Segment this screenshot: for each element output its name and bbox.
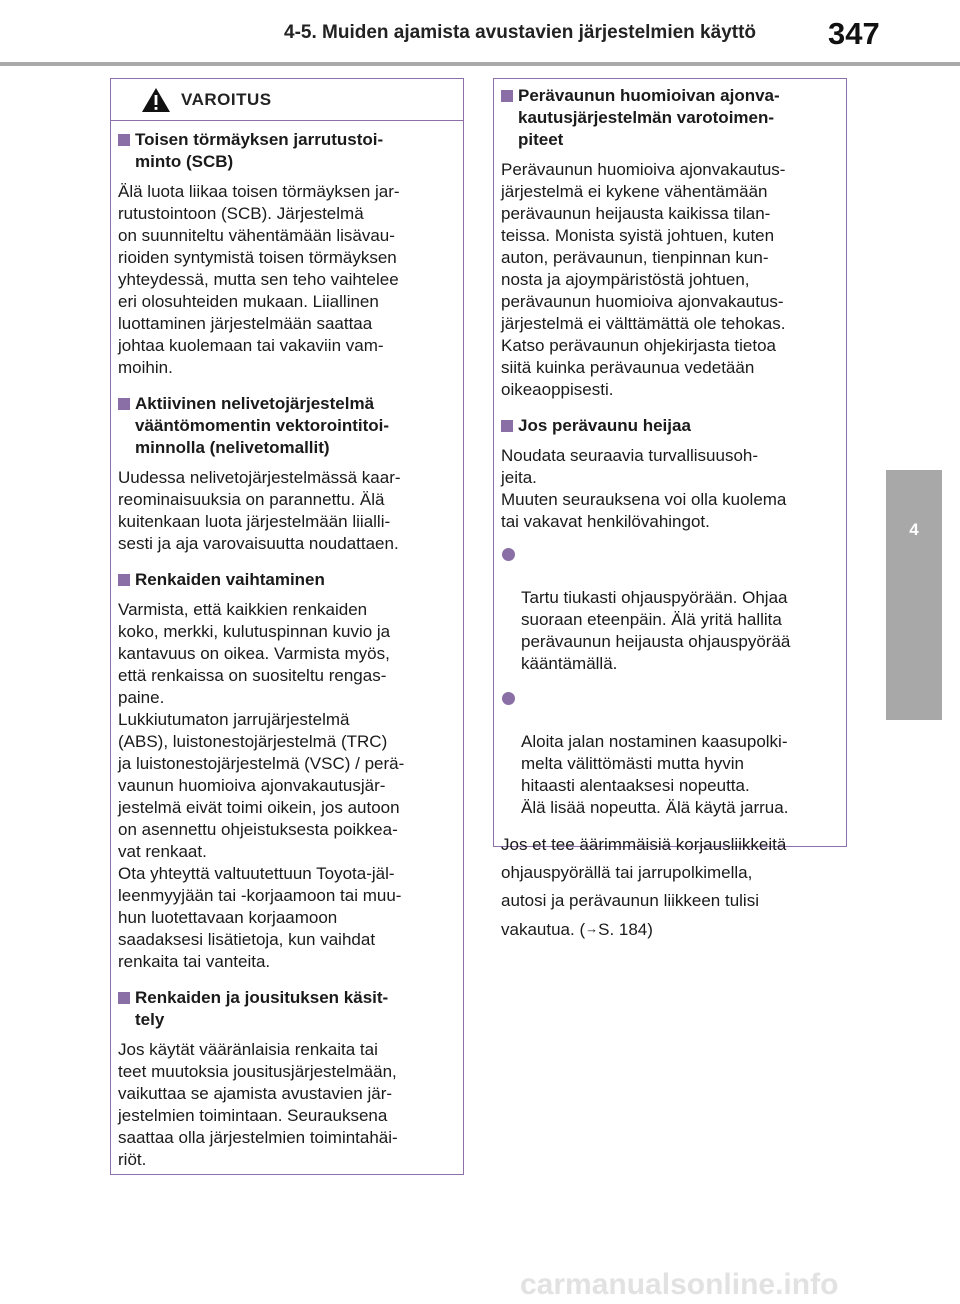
subheading-scb [118,129,451,173]
subheading-text: Aktiivinen nelivetojärjestelmä vääntömomentin vektorointitoi- minnolla (nelivetomallit) [135,394,390,457]
watermark: carmanualsonline.info [520,1268,839,1301]
square-bullet-icon [118,134,130,146]
bullet-text: Aloita jalan nostaminen kaasupolki- melta välittömästi mutta hyvin hitaasti alentaaksesi nopeutta. Älä lisää nopeutta. Älä käytä jarrua. [521,732,789,817]
round-bullet-icon [502,548,515,561]
subheading-trailer-precautions [501,85,834,151]
square-bullet-icon [118,992,130,1004]
paragraph-awd: Uudessa nelivetojärjestelmässä kaar- reominaisuuksia on parannettu. Älä kuitenkaan luota järjestelmään liialli- sesti ja aja varovaisuutta noudattaen. [118,468,401,553]
square-bullet-icon [501,420,513,432]
page-reference-link[interactable]: S. 184) [598,920,653,939]
bullet-text: Tartu tiukasti ohjauspyörään. Ohjaa suoraan eteenpäin. Älä yritä hallita perävaunun heijausta ohjauspyörää kääntämällä. [521,588,791,673]
bullet-item [501,543,834,675]
paragraph-trailer-sway: Noudata seuraavia turvallisuusoh- jeita. Muuten seurauksena voi olla kuolema tai vakavat henkilövahingot. [501,446,787,531]
subheading-text: Jos perävaunu heijaa [518,416,691,435]
subheading-text: Renkaiden ja jousituksen käsit- tely [135,988,389,1029]
warning-content-right [494,79,846,944]
subheading-trailer-sway [501,415,834,437]
warning-box-left [110,78,464,1175]
warning-triangle-icon [141,87,171,113]
page-number: 347 [828,16,880,51]
subheading-text: Perävaunun huomioivan ajonva- kautusjärjestelmän varotoimen- piteet [518,86,780,149]
subheading-suspension [118,987,451,1031]
closing-text: Jos et tee äärimmäisiä korjausliikkeitä ohjauspyörällä tai jarrupolkimella, autosi ja perävaunun liikkeen tulisi vakautua. ( [501,835,787,939]
warning-content-left [111,121,463,1171]
bullet-item [501,687,834,819]
round-bullet-icon [502,692,515,705]
square-bullet-icon [501,90,513,102]
warning-title: VAROITUS [181,90,272,109]
chapter-number: 4 [909,520,919,539]
chapter-label: Ajaminen [22,578,42,654]
paragraph-trailer-precautions: Perävaunun huomioiva ajonvakautus- järjestelmä ei kykene vähentämään perävaunun heijausta kaikissa tilan- teissa. Monista syistä johtuen, kuten auton, perävaunun, tienpinnan kun- nosta ja ajoympäristöstä johtuen, perävaunun huomioiva ajonvakautus- järjestelmä ei välttämättä ole tehokas. Katso perävaunun ohjekirjasta tietoa siitä kuinka perävaunua vedetään oikeaoppisesti. [501,160,786,399]
paragraph-closing [501,831,834,944]
subheading-text: Toisen törmäyksen jarrutustoi- minto (SCB) [135,130,384,171]
chapter-side-tab [886,470,942,720]
header-divider [0,62,960,66]
subheading-tire-change [118,569,451,591]
paragraph-suspension: Jos käytät vääränlaisia renkaita tai teet muutoksia jousitusjärjestelmään, vaikuttaa se ajamista avustavien jär- jestelmien toimintaan. Seurauksena saattaa olla järjestelmien toimintahäi- riöt. [118,1040,398,1169]
paragraph-tire-change: Varmista, että kaikkien renkaiden koko, merkki, kulutuspinnan kuvio ja kantavuus on oikea. Varmista myös, että renkaissa on suositeltu rengas- paine. Lukkiutumaton jarrujärjestelmä (ABS), luistonestojärjestelmä (TRC) ja luistonestojärjestelmä (VSC) / perä- vaunun huomioiva ajonvakautusjär- jestelmä eivät toimi oikein, jos autoon on asennettu ohjeistuksesta poikkea- vat renkaat. Ota yhteyttä valtuutettuun Toyota-jäl- leenmyyjään tai -korjaamoon tai muu- hun luotettavaan korjaamoon saadaksesi lisätietoja, kun vaihdat renkaita tai vanteita. [118,600,405,971]
subheading-awd [118,393,451,459]
warning-box-right [493,78,847,939]
square-bullet-icon [118,398,130,410]
paragraph-scb: Älä luota liikaa toisen törmäyksen jar- rutustointoon (SCB). Järjestelmä on suunniteltu vähentämään lisävau- rioiden syntymistä toisen törmäyksen yhteydessä, mutta sen teho vaihtelee eri olosuhteiden mukaan. Liiallinen luottaminen järjestelmään saattaa johtaa kuolemaan tai vakaviin vam- moihin. [118,182,400,377]
warning-header [111,79,463,121]
arrow-right-icon: → [585,921,599,936]
subheading-text: Renkaiden vaihtaminen [135,570,325,589]
square-bullet-icon [118,574,130,586]
chapter-section-title: 4-5. Muiden ajamista avustavien järjestelmien käyttö [284,22,757,43]
